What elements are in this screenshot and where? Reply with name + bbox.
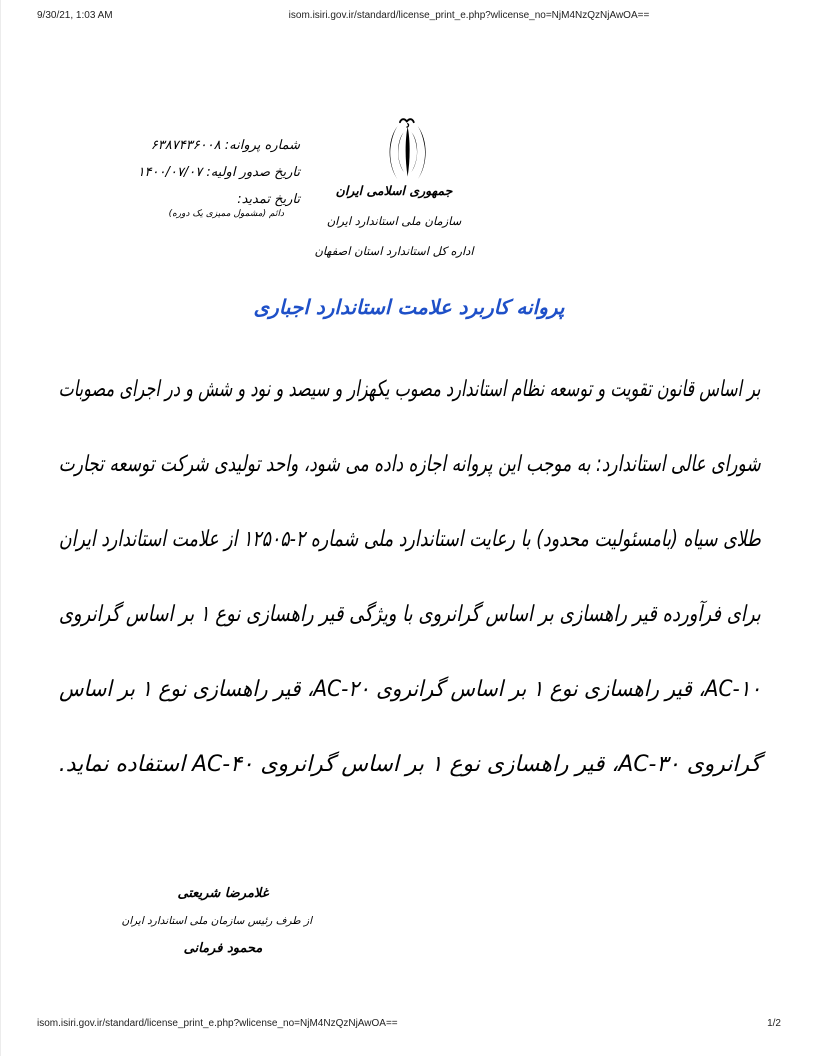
license-fields <box>138 138 300 219</box>
print-footer-url: isom.isiri.gov.ir/standard/license_print_e.php?wlicense_no=NjM4NzQzNjAwOA== <box>37 1018 398 1029</box>
signature-block <box>121 886 312 970</box>
print-datetime: 9/30/21, 1:03 AM <box>37 10 113 21</box>
print-header-url: isom.isiri.gov.ir/standard/license_print_e.php?wlicense_no=NjM4NzQzNjAwOA== <box>288 10 650 21</box>
print-page-number: 1/2 <box>767 1018 781 1029</box>
document-title: پروانه کاربرد علامت استاندارد اجباری <box>253 295 565 319</box>
body-line <box>59 652 761 727</box>
renewal-note: دائم (مشمول ممیزی یک دوره) <box>168 209 284 219</box>
renewal-date-field: تاریخ تمدید: <box>237 192 300 207</box>
signature-on-behalf: از طرف رئیس سازمان ملی استاندارد ایران <box>121 915 312 927</box>
body-line <box>59 577 761 652</box>
body-line-text: شورای عالی استاندارد: به موجب این پروانه اجازه داده می شود، واحد تولیدی شرکت توسعه تجارت <box>59 452 761 477</box>
body-line-text: AC-۱۰، قیر راهسازی نوع ۱ بر اساس گرانروی AC-۲۰، قیر راهسازی نوع ۱ بر اساس <box>59 677 761 702</box>
body-line <box>59 352 761 427</box>
body-line <box>59 727 761 802</box>
body-line-text: طلای سیاه (بامسئولیت محدود) با رعایت استاندارد ملی شماره ۲-۱۲۵۰۵ از علامت استاندارد ایران <box>59 527 761 552</box>
signatory-name-top: غلامرضا شریعتی <box>177 886 269 901</box>
body-line-text: بر اساس قانون تقویت و توسعه نظام استاندارد مصوب یکهزار و سیصد و نود و شش و در اجرای مصوبات <box>59 377 761 402</box>
license-number-field: شماره پروانه: ۶۳۸۷۴۳۶۰۰۸ <box>150 138 300 153</box>
issue-date-field: تاریخ صدور اولیه: ۱۴۰۰/۰۷/۰۷ <box>137 165 300 180</box>
body-line-text: برای فرآورده قیر راهسازی بر اساس گرانروی با ویژگی قیر راهسازی نوع ۱ بر اساس گرانروی <box>59 602 761 627</box>
body-line <box>59 502 761 577</box>
iran-emblem-icon <box>385 116 431 186</box>
body-line-text: گرانروی AC-۳۰، قیر راهسازی نوع ۱ بر اساس گرانروی AC-۴۰ استفاده نماید. <box>59 752 761 777</box>
letterhead-organization: سازمان ملی استاندارد ایران <box>326 214 462 228</box>
license-body <box>59 352 761 802</box>
body-line <box>59 427 761 502</box>
letterhead-office: اداره کل استاندارد استان اصفهان <box>314 244 474 258</box>
signatory-name-bottom: محمود فرمانی <box>183 941 263 956</box>
print-footer <box>37 1018 781 1029</box>
letterhead-country: جمهوری اسلامی ایران <box>335 183 453 198</box>
